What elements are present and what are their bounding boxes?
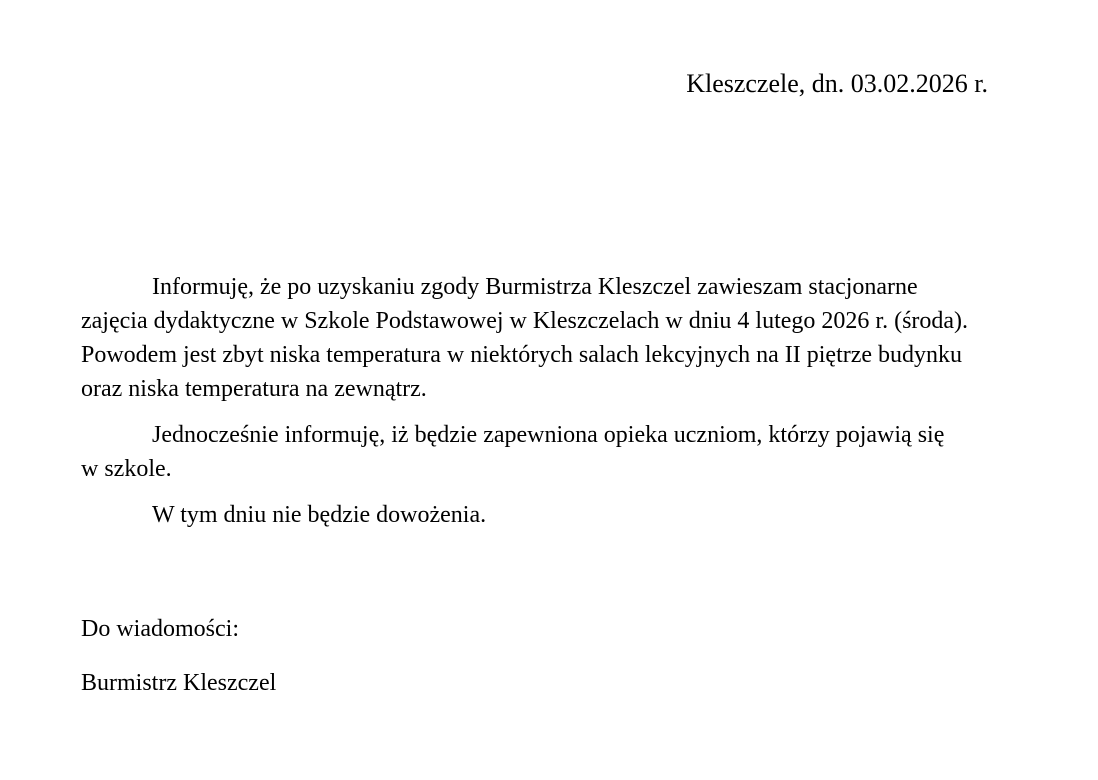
paragraph-student-care: Jednocześnie informuję, iż będzie zapewniona opieka uczniom, którzy pojawią się w szkole. xyxy=(81,422,945,482)
cc-label: Do wiadomości: xyxy=(81,616,239,642)
place-date: Kleszczele, dn. 03.02.2026 r. xyxy=(686,69,988,98)
cc-recipient: Burmistrz Kleszczel xyxy=(81,670,277,696)
paragraph-school-closure: Informuję, że po uzyskaniu zgody Burmistrza Kleszczel zawieszam stacjonarne zajęcia dydaktyczne w Szkole Podstawowej w Kleszczelach w dniu 4 lutego 2026 r. (środa). Powodem jest zbyt niska temperatura w niektórych salach lekcyjnych na II piętrze budynku oraz niska temperatura na zewnątrz. xyxy=(81,274,969,402)
paragraph-no-transport: W tym dniu nie będzie dowożenia. xyxy=(152,502,487,528)
letter-body xyxy=(81,270,1001,544)
cc-section xyxy=(81,612,276,720)
